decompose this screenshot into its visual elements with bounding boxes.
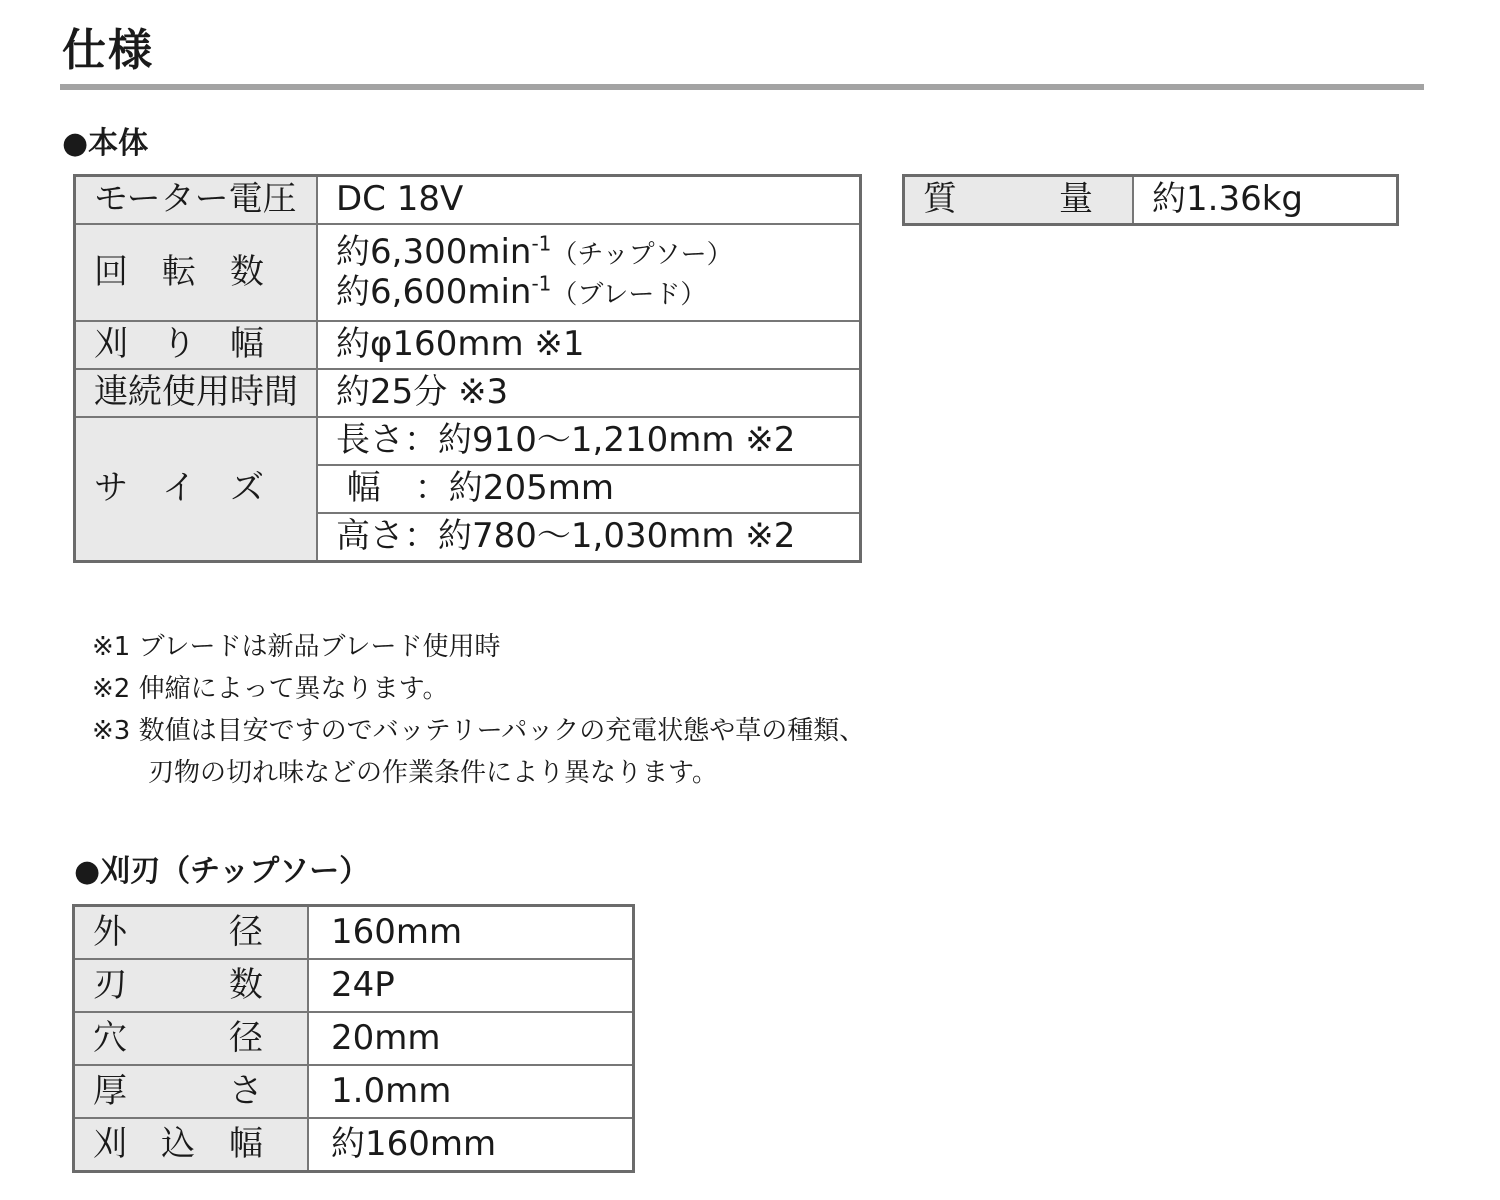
table-row (74, 1118, 634, 1172)
footnote-3-continued: 刃物の切れ味などの作業条件により異なります。 (148, 758, 718, 788)
footnotes (92, 626, 865, 794)
blade-value-outer-diameter: 160mm (308, 906, 634, 960)
table-row (74, 906, 634, 960)
footnote-1: ※1 ブレードは新品ブレード使用時 (92, 632, 501, 662)
spec-label-runtime: 連続使用時間 (75, 369, 318, 417)
mass-table (902, 174, 1399, 226)
table-row (904, 176, 1398, 225)
blade-label-bore: 穴 径 (74, 1012, 309, 1065)
spec-value-length: 長さ：約910～1,210mm ※2 (317, 417, 861, 465)
spec-value-runtime: 約25分 ※3 (317, 369, 861, 417)
spec-label-cut-width: 刈 り 幅 (75, 321, 318, 369)
rpm-line-chipsaw: 約$6,300\min^{-1}$（チップソー） (336, 232, 733, 273)
blade-section-heading: ●刈刃（チップソー） (74, 854, 370, 889)
footnote-3: ※3 数値は目安ですのでバッテリーパックの充電状態や草の種類、 (92, 716, 866, 746)
footnote-2: ※2 伸縮によって異なります。 (92, 674, 449, 704)
spec-label-size: サ イ ズ (75, 417, 318, 562)
title-divider (60, 84, 1424, 90)
blade-spec-table (72, 904, 635, 1173)
main-spec-table (73, 174, 862, 563)
spec-value-width: 幅 ：約205mm (317, 465, 861, 513)
spec-value-motor-voltage: DC 18V (317, 176, 861, 225)
blade-label-outer-diameter: 外 径 (74, 906, 309, 960)
table-row (74, 1012, 634, 1065)
spec-value-rpm (317, 224, 861, 321)
main-section-heading: ●本体 (62, 126, 149, 161)
table-row (74, 1065, 634, 1118)
table-row (75, 224, 861, 321)
spec-value-cut-width: 約φ160mm ※1 (317, 321, 861, 369)
rpm-line-blade: 約$6,600\min^{-1}$（ブレード） (336, 271, 707, 312)
blade-label-cut-width: 刈 込 幅 (74, 1118, 309, 1172)
spec-label-rpm: 回 転 数 (75, 224, 318, 321)
blade-value-bore: 20mm (308, 1012, 634, 1065)
table-row (75, 369, 861, 417)
table-row (75, 176, 861, 225)
table-row (74, 959, 634, 1012)
table-row (75, 321, 861, 369)
blade-value-teeth: 24P (308, 959, 634, 1012)
blade-label-teeth: 刃 数 (74, 959, 309, 1012)
spec-value-mass: 約1.36kg (1133, 176, 1398, 225)
spec-label-motor-voltage: モーター電圧 (75, 176, 318, 225)
spec-value-height: 高さ：約780～1,030mm ※2 (317, 513, 861, 562)
page-title: 仕様 (62, 25, 154, 76)
spec-label-mass: 質 量 (904, 176, 1134, 225)
table-row (75, 417, 861, 465)
blade-value-thickness: 1.0mm (308, 1065, 634, 1118)
blade-value-cut-width: 約160mm (308, 1118, 634, 1172)
blade-label-thickness: 厚 さ (74, 1065, 309, 1118)
